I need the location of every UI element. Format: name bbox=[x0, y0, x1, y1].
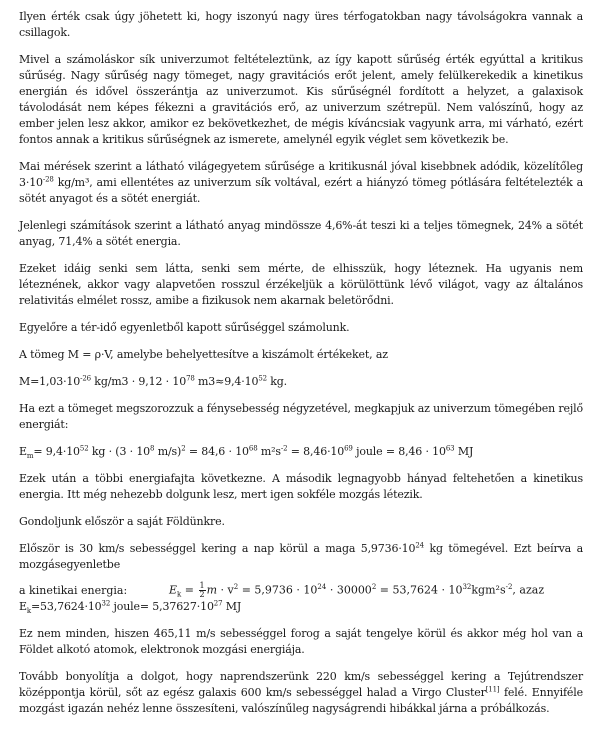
exponent: 2 bbox=[371, 582, 377, 591]
text-fragment: · v bbox=[217, 583, 234, 597]
paragraph-matter-share: Jelenlegi számítások szerint a látható anyag mindössze 4,6%-át teszi ki a teljes tömegnek, 24% a sötét anyag, 71,4% a sötét energia. bbox=[19, 219, 583, 248]
text-fragment: joule= 5,37627·10 bbox=[110, 600, 214, 613]
exponent: 69 bbox=[344, 444, 353, 453]
subscript: k bbox=[26, 607, 31, 616]
text-fragment: joule = 8,46 · 10 bbox=[352, 445, 446, 458]
exponent: 68 bbox=[248, 444, 258, 453]
text-fragment: m3≈9,4·10 bbox=[194, 375, 259, 388]
paragraph-energy-intro: Ha ezt a tömeget megszorozzuk a fénysebesség négyzetével, megkapjuk az univerzum tömegében rejlő energiát: bbox=[19, 402, 583, 431]
paragraph-orbit bbox=[19, 541, 583, 573]
paragraph-spacetime-density: Egyelőre a tér-idő egyenletből kapott sűrűséggel számolunk. bbox=[19, 321, 350, 334]
text-fragment: MJ bbox=[454, 445, 474, 458]
text-fragment: m/s) bbox=[154, 445, 182, 458]
text-fragment: = 84,6 · 10 bbox=[185, 445, 249, 458]
reference-marker[interactable]: [11] bbox=[485, 685, 500, 694]
text-fragment: , azaz bbox=[512, 583, 545, 597]
text-fragment: E bbox=[19, 600, 27, 613]
exponent: 52 bbox=[79, 444, 89, 453]
paragraph-measured-density bbox=[19, 159, 583, 207]
exponent: 32 bbox=[101, 599, 111, 608]
paragraph-rotation: Ez nem minden, hiszen 465,11 m/s sebességgel forog a saját tengelye körül és akkor még hol van a Földet alkotó atomok, elektronok mozgási energiája. bbox=[19, 627, 583, 656]
formula-mass-energy bbox=[19, 444, 583, 460]
exponent: 24 bbox=[317, 582, 327, 591]
text-fragment: = 5,9736 · 10 bbox=[238, 583, 318, 597]
paragraph-stars-distance: Ilyen érték csak úgy jöhetett ki, hogy iszonyú nagy üres térfogatokban nagy távolságokra vannak a csillagok. bbox=[19, 10, 583, 39]
exponent: -28 bbox=[42, 175, 54, 184]
exponent: 24 bbox=[415, 541, 424, 550]
formula-mass bbox=[19, 374, 583, 390]
text-fragment: =53,7624·10 bbox=[30, 600, 102, 613]
text-fragment: = 9,4·10 bbox=[33, 445, 80, 458]
paragraph-mass-intro: A tömeg M = ρ·V, amelybe behelyettesítve a kiszámolt értékeket, az bbox=[19, 348, 388, 361]
fraction-numerator: 1 bbox=[199, 581, 205, 590]
exponent: -26 bbox=[80, 374, 91, 383]
subscript: k bbox=[177, 590, 182, 599]
text-fragment: m²s bbox=[257, 445, 281, 458]
exponent: 27 bbox=[213, 599, 223, 608]
paragraph-unseen: Ezeket idáig senki sem látta, senki sem mérte, de elhisszük, hogy léteznek. Ha ugyanis nem léteznének, akkor vagy alapvetően rosszul érzékeljük a körülöttünk lévő világot, vagy az általános relativitás elmélet rossz, amibe a fizikusok nem akarnak beletörődni. bbox=[19, 262, 583, 307]
exponent: 2 bbox=[181, 444, 186, 453]
text-fragment: E bbox=[19, 445, 27, 458]
symbol-e: E bbox=[169, 583, 178, 597]
document-page bbox=[19, 9, 583, 728]
text-fragment: MJ bbox=[222, 600, 242, 613]
exponent: -2 bbox=[505, 582, 513, 591]
text-fragment: kg/m3 · 9,12 · 10 bbox=[90, 375, 187, 388]
text-fragment: Mai mérések szerint a látható világegyetem sűrűsége a kritikusnál jóval kisebbnek adódik, közelítőleg 3·10 bbox=[19, 160, 583, 189]
text-fragment: · 30000 bbox=[326, 583, 372, 597]
text-fragment: kgm²s bbox=[471, 583, 506, 597]
exponent: 78 bbox=[186, 374, 195, 383]
formula-kinetic-energy bbox=[19, 582, 583, 599]
paragraph-galaxy-motion bbox=[19, 669, 583, 717]
symbol-m: m bbox=[206, 583, 218, 597]
exponent: 2 bbox=[233, 582, 239, 591]
paragraph-kinetic-intro: Ezek után a többi energiafajta következne. A második legnagyobb hányad feltehetően a kinetikus energia. Itt még nehezebb dolgunk lesz, mert igen sokféle mozgás létezik. bbox=[19, 472, 583, 501]
exponent: -2 bbox=[280, 444, 288, 453]
formula-kinetic-energy-result bbox=[19, 599, 583, 615]
fraction-denominator: 2 bbox=[199, 590, 205, 599]
text-fragment: kg · (3 · 10 bbox=[88, 445, 151, 458]
kinetic-energy-equation bbox=[169, 582, 583, 599]
exponent: 52 bbox=[258, 374, 267, 383]
exponent: 8 bbox=[150, 444, 155, 453]
exponent: 63 bbox=[445, 444, 455, 453]
subscript: m bbox=[26, 452, 34, 461]
kinetic-energy-label: a kinetikai energia: bbox=[19, 583, 128, 597]
text-fragment: kg/m³, ami ellentétes az univerzum sík voltával, ezért a hiányzó tömeg pótlására feltételezték a sötét anyagot és a sötét energiát. bbox=[19, 176, 583, 205]
text-fragment: M=1,03·10 bbox=[19, 375, 81, 388]
text-fragment: Tovább bonyolítja a dolgot, hogy naprendszerünk 220 km/s sebességgel kering a Tejútrendszer középpontja körül, sőt az egész galaxis 600 km/s sebességgel halad a Virgo Cluster bbox=[19, 670, 583, 699]
text-fragment: kg tömegével. Ezt beírva a mozgásegyenletbe bbox=[19, 542, 583, 571]
text-fragment: kg. bbox=[266, 375, 288, 388]
text-fragment: = 53,7624 · 10 bbox=[376, 583, 463, 597]
paragraph-earth: Gondoljunk először a saját Földünkre. bbox=[19, 515, 225, 528]
paragraph-critical-density: Mivel a számoláskor sík univerzumot feltételeztünk, az így kapott sűrűség érték egyúttal a kritikus sűrűség. Nagy sűrűség nagy tömeget, nagy gravitációs erőt jelent, amely felülkerekedik a kinetikus energián és idővel összerántja az univerzumot. Kis sűrűségnél fordított a helyzet, a galaxisok távolodását nem képes fékezni a gravitációs erő, az univerzum szétrepül. Nem valószínű, hogy az ember jelen lesz akkor, amikor ez bekövetkezhet, de mégis kíváncsiak vagyunk arra, mi várható, ezért fontos annak a kritikus sűrűségnek az ismerete, amelynél egyik véglet sem következik be. bbox=[19, 53, 583, 146]
exponent: 32 bbox=[462, 582, 472, 591]
text-fragment: Először is 30 km/s sebességgel kering a nap körül a maga 5,9736·10 bbox=[19, 542, 416, 555]
text-fragment: = bbox=[181, 583, 198, 597]
text-fragment: felé. Ennyiféle mozgást igazán nehéz lenne összesíteni, valószínűleg nagyságrendi hibákkal járna a próbálkozás. bbox=[19, 686, 583, 715]
fraction-one-half bbox=[199, 582, 206, 599]
text-fragment: = 8,46·10 bbox=[287, 445, 345, 458]
